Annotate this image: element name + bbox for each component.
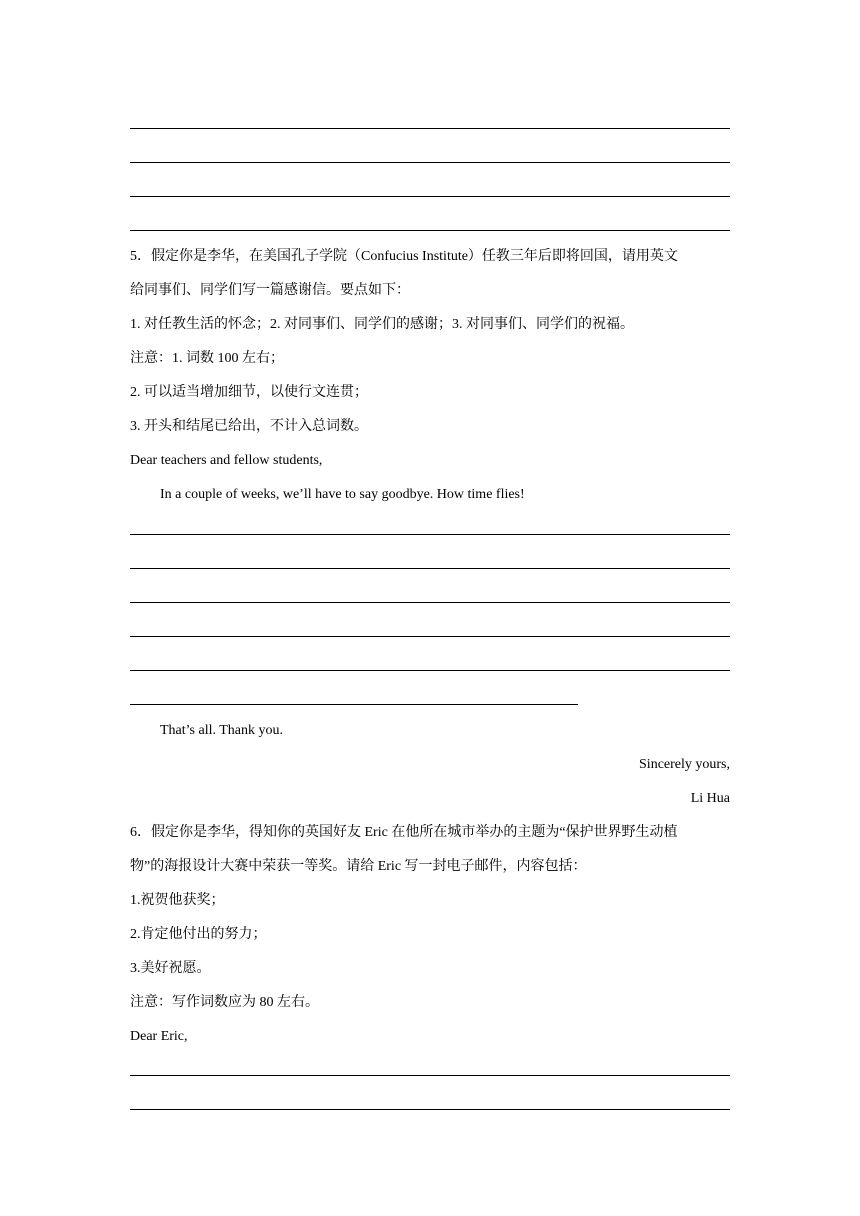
q5-key-points: 1. 对任教生活的怀念；2. 对同事们、同学们的感谢；3. 对同事们、同学们的祝福。 [130, 317, 634, 332]
q5-opening-sentence: In a couple of weeks, we’ll have to say goodbye. How time flies! [160, 487, 525, 502]
q6-prompt-line-1: 6．假定你是李华，得知你的英国好友 Eric 在他所在城市举办的主题为“保护世界野生动植 [130, 825, 678, 840]
q6-item-2: 2.肯定他付出的努力； [130, 927, 267, 942]
q5-prompt-line-2: 给同事们、同学们写一篇感谢信。要点如下： [130, 283, 410, 298]
q5-prompt-line-1: 5．假定你是李华，在美国孔子学院（Confucius Institute）任教三年后即将回国，请用英文 [130, 249, 678, 264]
q5-note-3: 3. 开头和结尾已给出，不计入总词数。 [130, 419, 368, 434]
q5-signature: Li Hua [690, 791, 730, 806]
answer-line [130, 196, 730, 197]
answer-line [130, 670, 730, 671]
q6-item-1: 1.祝贺他获奖； [130, 893, 225, 908]
answer-line [130, 1075, 730, 1076]
answer-line [130, 1109, 730, 1110]
answer-line [130, 602, 730, 603]
q6-note: 注意：写作词数应为 80 左右。 [130, 995, 319, 1010]
q5-salutation: Dear teachers and fellow students, [130, 453, 323, 468]
q5-note-1: 注意：1. 词数 100 左右； [130, 351, 284, 366]
answer-line [130, 162, 730, 163]
q5-signoff: Sincerely yours, [639, 757, 730, 772]
answer-line [130, 128, 730, 129]
q6-salutation: Dear Eric, [130, 1029, 188, 1044]
q5-closing-sentence: That’s all. Thank you. [160, 723, 283, 738]
answer-line [130, 230, 730, 231]
answer-line [130, 534, 730, 535]
answer-line [130, 568, 730, 569]
q5-note-2: 2. 可以适当增加细节，以使行文连贯； [130, 385, 368, 400]
answer-line [130, 704, 578, 705]
q6-item-3: 3.美好祝愿。 [130, 961, 211, 976]
q6-prompt-line-2: 物”的海报设计大赛中荣获一等奖。请给 Eric 写一封电子邮件，内容包括： [130, 859, 587, 874]
answer-line [130, 636, 730, 637]
